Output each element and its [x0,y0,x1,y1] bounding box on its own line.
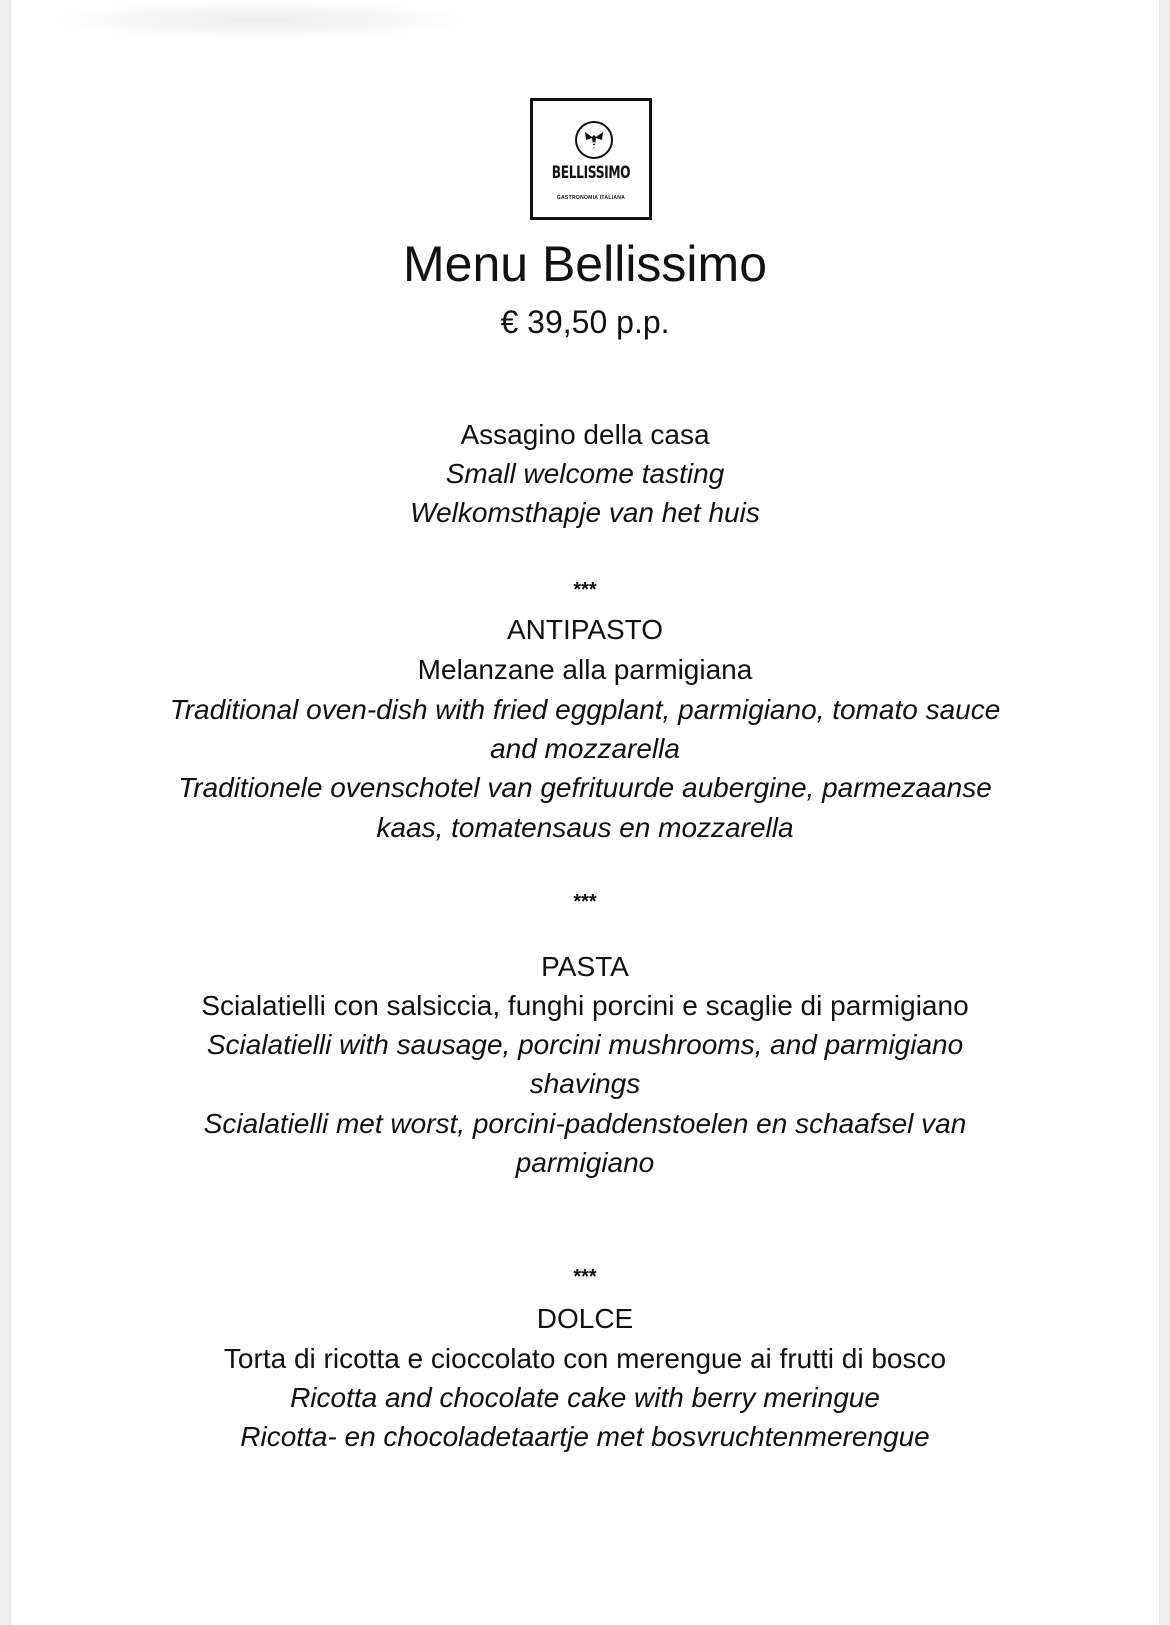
antipasto-description-en-2: and mozzarella [490,733,680,764]
menu-page [11,0,1159,1625]
antipasto-heading: ANTIPASTO [506,614,664,645]
dolce-description-en: Ricotta and chocolate cake with berry meringue [290,1382,880,1413]
menu-title: Menu Bellissimo [402,236,767,292]
antipasto-description-en-1: Traditional oven-dish with fried eggplant, parmigiano, tomato sauce [169,694,1001,725]
dolce-description-nl: Ricotta- en chocoladetaartje met bosvruchtenmerengue [240,1421,930,1452]
pasta-description-en-2: shavings [529,1068,641,1099]
welcome-description-nl: Welkomsthapje van het huis [410,497,760,528]
antipasto-dish-name: Melanzane alla parmigiana [417,654,753,685]
scan-smudge [51,0,471,40]
welcome-dish-name: Assagino della casa [460,419,710,450]
logo-name: BELLISSIMO [551,163,631,183]
pasta-description-nl-2: parmigiano [515,1147,655,1178]
antipasto-description-nl-2: kaas, tomatensaus en mozzarella [376,812,794,843]
welcome-description-en: Small welcome tasting [445,458,725,489]
pasta-description-nl-1: Scialatielli met worst, porcini-paddenstoelen en schaafsel van [203,1108,967,1139]
dolce-heading: DOLCE [536,1303,634,1334]
course-separator: *** [573,1266,597,1288]
pasta-description-en-1: Scialatielli with sausage, porcini mushrooms, and parmigiano [206,1029,964,1060]
dolce-dish-name: Torta di ricotta e cioccolato con merengue ai frutti di bosco [223,1343,947,1374]
bellissimo-logo [530,98,652,220]
antipasto-description-nl-1: Traditionele ovenschotel van gefrituurde aubergine, parmezaanse [178,772,992,803]
course-separator: *** [573,579,597,601]
logo-subtitle: GASTRONOMIA ITALIANA [556,195,626,201]
course-separator: *** [573,891,597,913]
pasta-heading: PASTA [541,951,629,982]
tuxedo-icon [575,121,613,159]
menu-price: € 39,50 p.p. [500,304,670,340]
pasta-dish-name: Scialatielli con salsiccia, funghi porcini e scaglie di parmigiano [201,990,969,1021]
